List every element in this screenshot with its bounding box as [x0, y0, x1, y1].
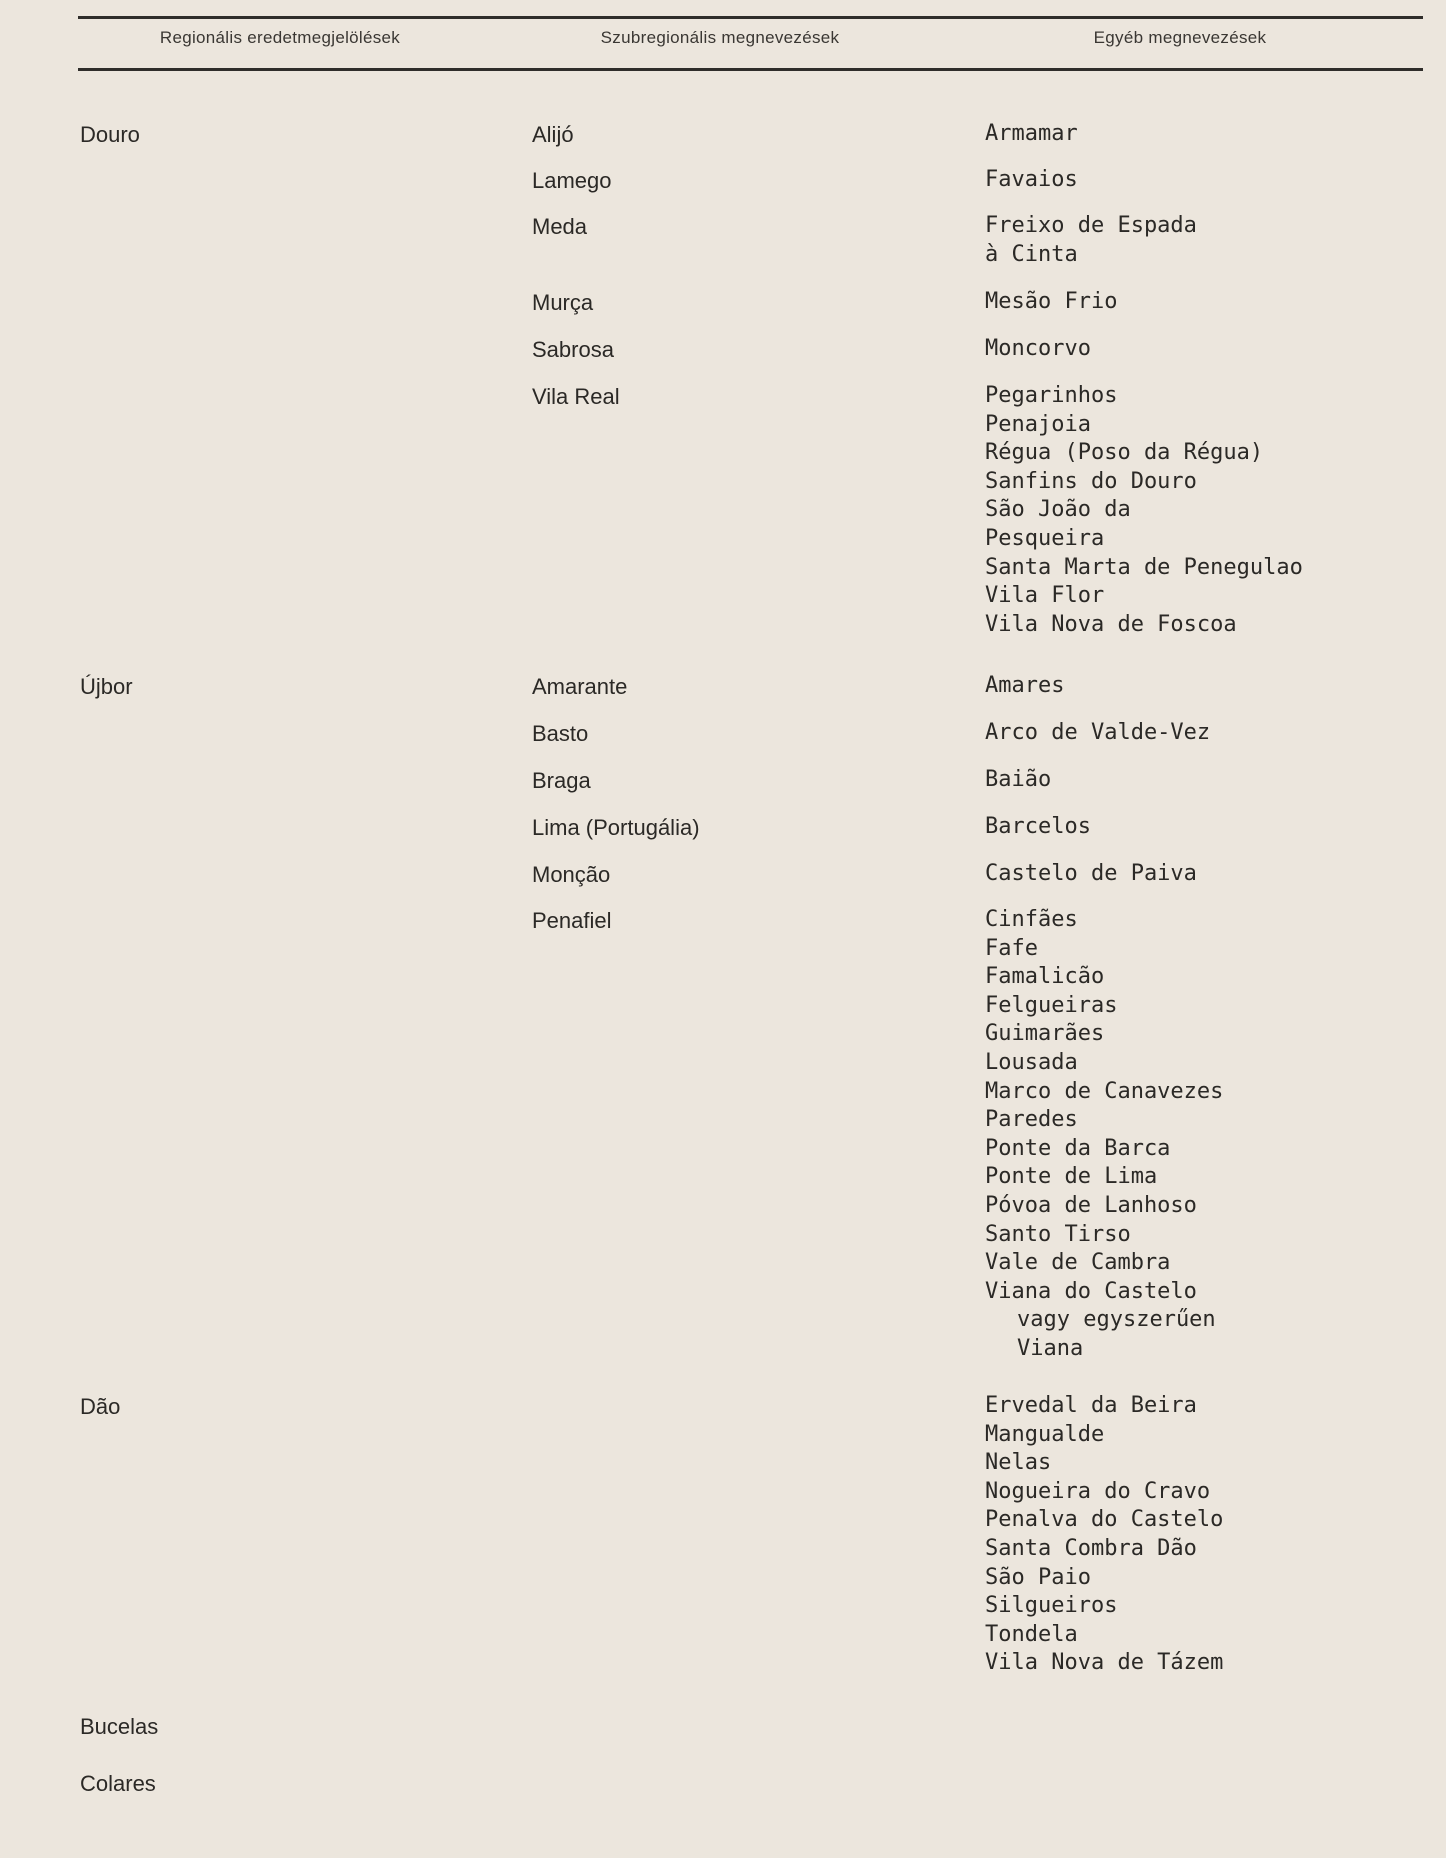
other-douro-moncorvo: Moncorvo [985, 336, 1091, 361]
column-header-other: Egyéb megnevezések [1093, 28, 1267, 47]
list-item: Silgueiros [985, 1593, 1118, 1619]
list-item: Viana do Castelo [985, 1278, 1197, 1304]
other-douro-favaios: Favaios [985, 167, 1078, 192]
sub-ujbor-braga: Braga [532, 768, 591, 793]
list-item: Lousada [985, 1049, 1078, 1075]
list-item: Santa Combra Dão [985, 1535, 1197, 1561]
list-item: Pegarinhos [985, 383, 1118, 408]
other-ujbor-arco: Arco de Valde-Vez [985, 720, 1211, 745]
other-ujbor-baiao: Baião [985, 767, 1052, 792]
sub-douro-sabrosa: Sabrosa [532, 337, 614, 362]
list-item: Vila Nova de Foscoa [985, 611, 1237, 637]
list-item: Tondela [985, 1621, 1078, 1647]
list-item: Sanfins do Douro [985, 468, 1197, 494]
list-item: Vila Nova de Tázem [985, 1650, 1224, 1676]
list-item: Póvoa de Lanhoso [985, 1192, 1197, 1218]
sub-ujbor-basto: Basto [532, 721, 589, 746]
list-item: Régua (Poso da Régua) [985, 440, 1264, 466]
sub-douro-meda: Meda [532, 214, 588, 239]
list-item: Vila Flor [985, 583, 1105, 609]
list-item: Mangualde [985, 1421, 1105, 1447]
sub-ujbor-penafiel: Penafiel [532, 908, 612, 933]
other-ujbor-barcelos: Barcelos [985, 814, 1091, 839]
list-item: Ponte da Barca [985, 1135, 1171, 1161]
sub-douro-vila-real: Vila Real [532, 384, 620, 409]
list-item: Santo Tirso [985, 1221, 1131, 1247]
sub-ujbor-lima: Lima (Portugália) [532, 815, 700, 840]
list-item: Ervedal da Beira [985, 1393, 1197, 1418]
list-item: Marco de Canavezes [985, 1078, 1224, 1104]
sub-douro-alijo: Alijó [532, 122, 574, 147]
list-item: Guimarães [985, 1021, 1105, 1047]
list-item: Nogueira do Cravo [985, 1478, 1211, 1504]
list-item: São Paio [985, 1564, 1091, 1590]
list-item: Vale de Cambra [985, 1250, 1171, 1276]
other-douro-freixo-1: Freixo de Espada [985, 213, 1197, 238]
other-ujbor-castelo-de-paiva: Castelo de Paiva [985, 861, 1197, 886]
region-dao: Dão [80, 1394, 121, 1419]
region-ujbor: Újbor [80, 674, 133, 699]
sub-ujbor-moncao: Monção [532, 862, 611, 887]
sub-douro-lamego: Lamego [532, 168, 612, 193]
list-item: Cinfães [985, 907, 1078, 932]
list-item: Felgueiras [985, 992, 1118, 1018]
list-item: Nelas [985, 1450, 1052, 1476]
other-douro-list [985, 382, 1303, 639]
list-item: Ponte de Lima [985, 1164, 1158, 1190]
region-douro: Douro [80, 122, 140, 147]
list-item: Fafe [985, 935, 1038, 961]
list-item: Pesqueira [985, 525, 1105, 551]
other-ujbor-list [985, 906, 1223, 1364]
list-item: Famalicão [985, 964, 1105, 990]
other-dao-list [985, 1392, 1223, 1678]
column-header-subregional: Szubregionális megnevezések [600, 28, 840, 47]
list-item: Penalva do Castelo [985, 1507, 1224, 1533]
list-item: Penajoia [985, 411, 1091, 437]
table-top-rule [78, 16, 1423, 19]
region-colares: Colares [80, 1771, 156, 1796]
other-douro-mesao-frio: Mesão Frio [985, 289, 1118, 314]
list-item: Viana [1017, 1335, 1084, 1361]
region-bucelas: Bucelas [80, 1714, 159, 1739]
list-item: vagy egyszerűen [1017, 1307, 1216, 1333]
other-ujbor-amares: Amares [985, 673, 1065, 698]
column-header-regional: Regionális eredetmegjelölések [159, 28, 401, 47]
other-douro-freixo-2: à Cinta [985, 242, 1078, 267]
sub-ujbor-amarante: Amarante [532, 674, 628, 699]
sub-douro-murca: Murça [532, 290, 594, 315]
list-item: Santa Marta de Penegulao [985, 554, 1303, 580]
other-douro-armamar: Armamar [985, 121, 1078, 146]
table-header-rule [78, 68, 1423, 71]
list-item: Paredes [985, 1107, 1078, 1133]
list-item: São João da [985, 497, 1131, 523]
